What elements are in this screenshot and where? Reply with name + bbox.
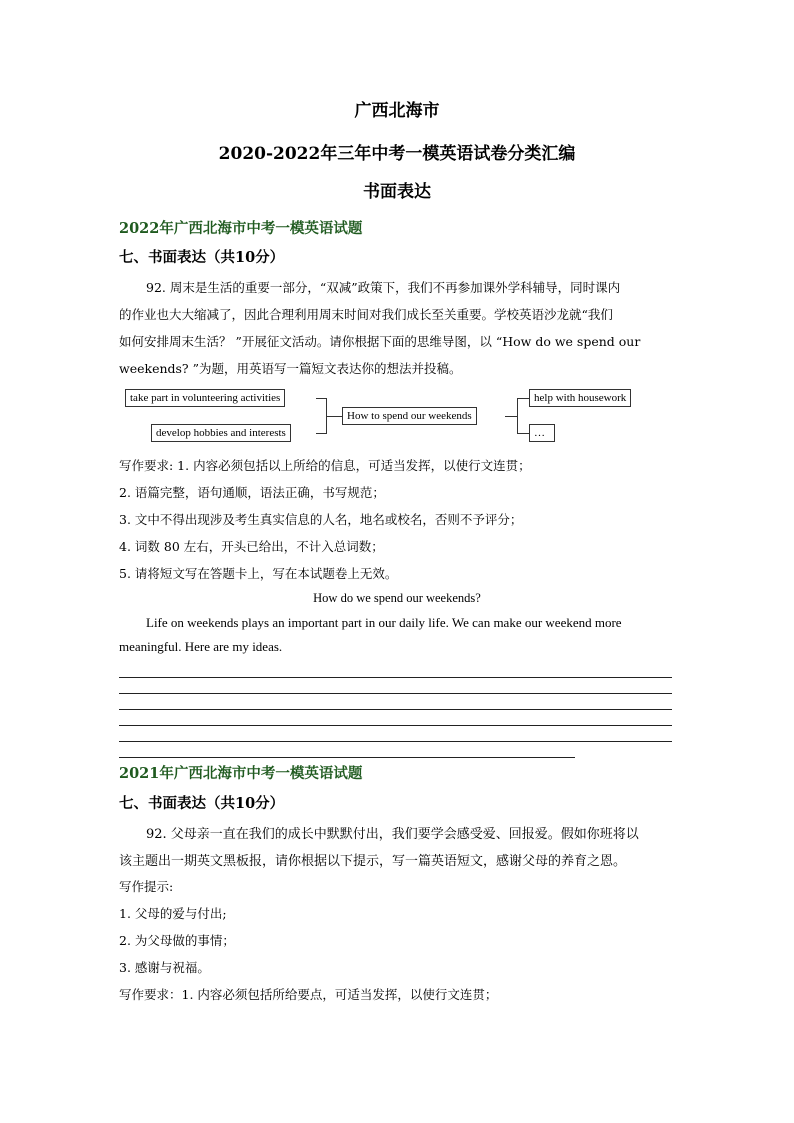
mindmap-connector [517, 433, 529, 434]
section-heading-2021: 2021年广西北海市中考一模英语试题 [119, 765, 363, 782]
requirement-line: 4. 词数 80 左右，开头已给出，不计入总词数； [119, 539, 384, 554]
mindmap-connector [517, 398, 529, 399]
section-heading-2022: 2022年广西北海市中考一模英语试题 [119, 220, 363, 237]
requirement-line: 2. 语篇完整，语句通顺，语法正确，书写规范； [119, 485, 385, 500]
mindmap-connector [517, 398, 518, 434]
essay-title: How do we spend our weekends? [313, 591, 481, 605]
question-text-line: 92. 父母亲一直在我们的成长中默默付出，我们要学会感受爱、回报爱。假如你班将以 [146, 827, 639, 842]
hint-line: 3. 感谢与祝福。 [119, 960, 210, 975]
hint-line: 2. 为父母做的事情； [119, 933, 235, 948]
doc-title-main: 2020-2022年三年中考一模英语试卷分类汇编 [218, 144, 576, 164]
question-text-line: 92. 周末是生活的重要一部分，“双减”政策下，我们不再参加课外学科辅导，同时课内 [146, 280, 621, 295]
requirement-line: 5. 请将短文写在答题卡上，写在本试题卷上无效。 [119, 566, 398, 581]
mindmap-connector [326, 416, 342, 417]
answer-line [119, 693, 672, 694]
answer-line [119, 677, 672, 678]
hint-heading: 写作提示: [119, 879, 174, 894]
question-text-line: weekends? ”为题，用英语写一篇短文表达你的想法并投稿。 [119, 361, 462, 376]
requirement-line: 写作要求：1. 内容必须包括所给要点，可适当发挥，以使行文连贯； [119, 987, 498, 1002]
mindmap-node-left-bottom: develop hobbies and interests [151, 424, 291, 442]
mindmap-node-center: How to spend our weekends [342, 407, 477, 425]
question-text-line: 该主题出一期英文黑板报，请你根据以下提示，写一篇英语短文，感谢父母的养育之恩。 [119, 854, 627, 869]
essay-opening-line: Life on weekends plays an important part in our daily life. We can make our weekend more [146, 615, 622, 630]
answer-line [119, 757, 575, 758]
answer-line [119, 709, 672, 710]
doc-title-region: 广西北海市 [354, 101, 440, 121]
part-heading-2022: 七、书面表达（共10分） [119, 249, 285, 266]
mindmap-node-right-bottom: … [529, 424, 555, 442]
requirement-line: 3. 文中不得出现涉及考生真实信息的人名，地名或校名，否则不予评分； [119, 512, 523, 527]
question-text-line: 的作业也大大缩减了，因此合理利用周末时间对我们成长至关重要。学校英语沙龙就“我们 [119, 307, 613, 322]
mindmap-connector [316, 433, 326, 434]
requirement-line: 写作要求: 1. 内容必须包括以上所给的信息，可适当发挥，以使行文连贯； [119, 458, 531, 473]
answer-line [119, 725, 672, 726]
mindmap-node-right-top: help with housework [529, 389, 631, 407]
mindmap-connector [505, 416, 517, 417]
doc-title-topic: 书面表达 [363, 182, 431, 202]
question-text-line: 如何安排周末生活？ ”开展征文活动。请你根据下面的思维导图，以 “How do we spend our [119, 334, 641, 349]
essay-opening-line: meaningful. Here are my ideas. [119, 639, 283, 654]
hint-line: 1. 父母的爱与付出; [119, 906, 227, 921]
part-heading-2021: 七、书面表达（共10分） [119, 795, 285, 812]
answer-line [119, 741, 672, 742]
mindmap-node-left-top: take part in volunteering activities [125, 389, 285, 407]
mindmap-connector [316, 398, 326, 399]
